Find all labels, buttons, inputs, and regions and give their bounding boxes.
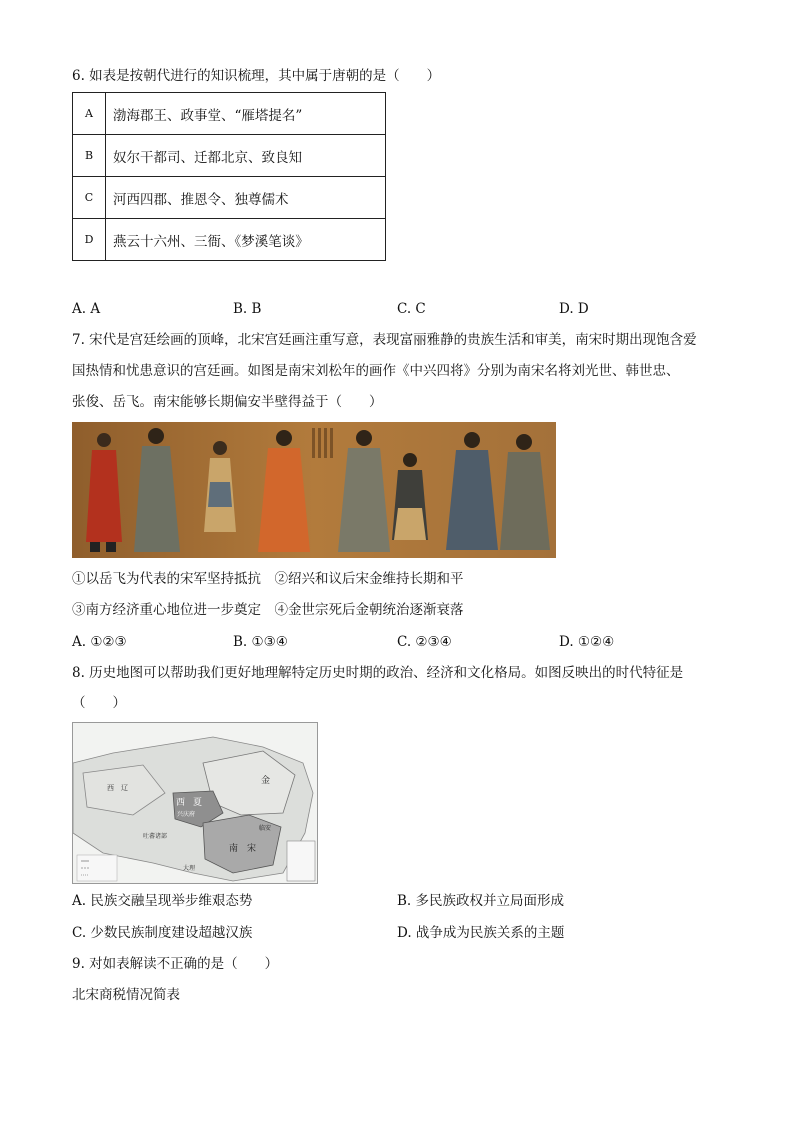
q8-stem-line1: 8. 历史地图可以帮助我们更好地理解特定历史时期的政治、经济和文化格局。如图反映出的时代特征是 bbox=[72, 665, 684, 681]
q7-choice-d[interactable]: D. ①②④ bbox=[559, 634, 615, 650]
map-label-tubo: 吐蕃诸部 bbox=[143, 833, 168, 840]
q8-choice-b[interactable]: B. 多民族政权并立局面形成 bbox=[397, 893, 565, 909]
option-text: 燕云十六州、三衙、《梦溪笔谈》 bbox=[106, 219, 386, 261]
map-label-xiliao: 西 辽 bbox=[107, 784, 128, 792]
option-text: 渤海郡王、政事堂、“雁塔提名” bbox=[106, 93, 386, 135]
q8-stem-line2: （ ） bbox=[72, 695, 126, 711]
q6-table bbox=[72, 92, 386, 261]
q7-choice-c[interactable]: C. ②③④ bbox=[397, 634, 452, 650]
q8-choice-a[interactable]: A. 民族交融呈现举步维艰态势 bbox=[72, 893, 253, 909]
q6-choice-d[interactable]: D. D bbox=[559, 301, 589, 317]
option-text: 河西四郡、推恩令、独尊儒术 bbox=[106, 177, 386, 219]
q7-choice-a[interactable]: A. ①②③ bbox=[72, 634, 127, 650]
q7-stem-line2: 国热情和忧患意识的宫廷画。如图是南宋刘松年的画作《中兴四将》分别为南宋名将刘光世、韩世忠、 bbox=[72, 363, 680, 379]
option-text: 奴尔干都司、迁都北京、致良知 bbox=[106, 135, 386, 177]
q7-stem-line3: 张俊、岳飞。南宋能够长期偏安半壁得益于（ ） bbox=[72, 394, 383, 410]
table-row bbox=[73, 177, 386, 219]
table-row bbox=[73, 135, 386, 177]
q6-choice-a[interactable]: A. A bbox=[72, 301, 101, 317]
q9-stem: 9. 对如表解读不正确的是（ ） bbox=[72, 956, 279, 972]
map-label-nansong: 南 宋 bbox=[229, 844, 257, 854]
q8-choice-d[interactable]: D. 战争成为民族关系的主题 bbox=[397, 925, 565, 941]
q6-stem: 6. 如表是按朝代进行的知识梳理，其中属于唐朝的是（ ） bbox=[72, 68, 441, 84]
q6-choice-b[interactable]: B. B bbox=[233, 301, 262, 317]
q7-statement-line1: ①以岳飞为代表的宋军坚持抵抗 ②绍兴和议后宋金维持长期和平 bbox=[72, 571, 464, 587]
option-key: C bbox=[73, 177, 106, 219]
map-label-linan: 临安 bbox=[259, 825, 272, 832]
historical-map bbox=[72, 722, 318, 884]
q7-stem-line1: 7. 宋代是宫廷绘画的顶峰，北宋宫廷画注重写意，表现富丽雅静的贵族生活和审美，南宋时期出现饱含爱 bbox=[72, 332, 697, 348]
option-key: B bbox=[73, 135, 106, 177]
q7-statement-line2: ③南方经济重心地位进一步奠定 ④金世宗死后金朝统治逐渐衰落 bbox=[72, 602, 464, 618]
q9-table-caption: 北宋商税情况简表 bbox=[72, 987, 180, 1003]
q7-choice-b[interactable]: B. ①③④ bbox=[233, 634, 288, 650]
option-key: A bbox=[73, 93, 106, 135]
option-key: D bbox=[73, 219, 106, 261]
painting-figures bbox=[72, 422, 556, 558]
q8-choice-c[interactable]: C. 少数民族制度建设超越汉族 bbox=[72, 925, 253, 941]
table-row bbox=[73, 93, 386, 135]
map-label-xingqing: 兴庆府 bbox=[177, 811, 196, 818]
painting-image bbox=[72, 422, 556, 558]
table-row bbox=[73, 219, 386, 261]
map-label-xixia-bottom: 夏 bbox=[193, 798, 203, 808]
map-label-jin: 金 bbox=[261, 776, 271, 786]
map-label-dali: 大理 bbox=[183, 865, 196, 872]
map-label-xixia-top: 西 bbox=[176, 798, 186, 808]
q6-choice-c[interactable]: C. C bbox=[397, 301, 426, 317]
